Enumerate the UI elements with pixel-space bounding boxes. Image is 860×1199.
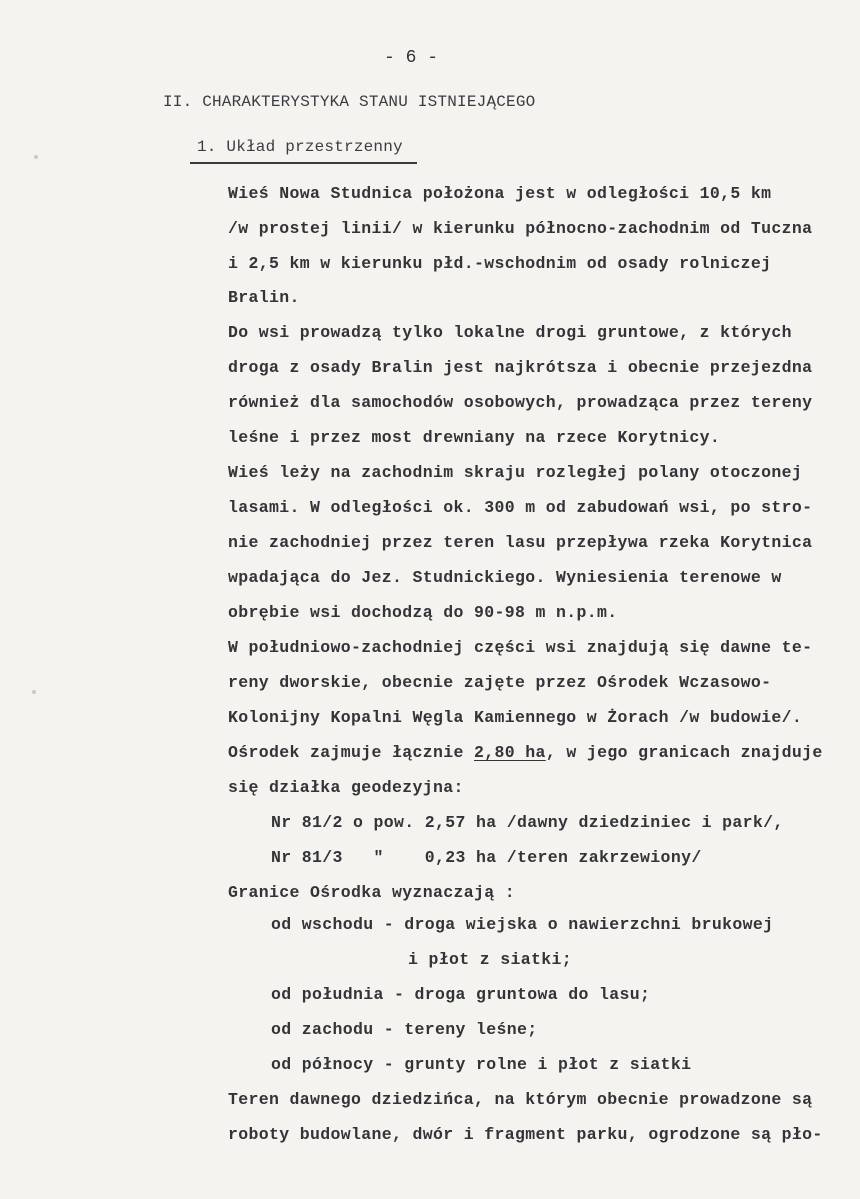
- text-line: wpadająca do Jez. Studnickiego. Wyniesienia terenowe w: [228, 568, 782, 587]
- text-line: Wieś leży na zachodnim skraju rozległej polany otoczonej: [228, 463, 803, 482]
- text-line: droga z osady Bralin jest najkrótsza i obecnie przejezdna: [228, 358, 813, 377]
- section-title: 1. Układ przestrzenny: [197, 138, 403, 156]
- text-line: od południa - droga gruntowa do lasu;: [271, 985, 651, 1004]
- text-line: obrębie wsi dochodzą do 90-98 m n.p.m.: [228, 603, 618, 622]
- text-line: W południowo-zachodniej części wsi znajdują się dawne te-: [228, 638, 813, 657]
- area-text-before: Ośrodek zajmuje łącznie: [228, 743, 475, 762]
- text-line: lasami. W odległości ok. 300 m od zabudowań wsi, po stro-: [228, 498, 813, 517]
- text-line: Bralin.: [228, 288, 300, 307]
- text-line: Do wsi prowadzą tylko lokalne drogi gruntowe, z których: [228, 323, 792, 342]
- section-title-underline: [190, 162, 417, 164]
- text-line-area: [228, 743, 823, 762]
- text-line: /w prostej linii/ w kierunku północno-zachodnim od Tuczna: [228, 219, 813, 238]
- text-line: Wieś Nowa Studnica położona jest w odległości 10,5 km: [228, 184, 772, 203]
- paper-speck: [34, 155, 38, 159]
- text-line: Kolonijny Kopalni Węgla Kamiennego w Żorach /w budowie/.: [228, 708, 803, 727]
- text-line: i płot z siatki;: [408, 950, 573, 969]
- text-line: Nr 81/3 " 0,23 ha /teren zakrzewiony/: [271, 848, 702, 867]
- text-line: od zachodu - tereny leśne;: [271, 1020, 538, 1039]
- paper-speck: [32, 690, 36, 694]
- text-line: od północy - grunty rolne i płot z siatki: [271, 1055, 692, 1074]
- text-line: również dla samochodów osobowych, prowadząca przez tereny: [228, 393, 813, 412]
- text-line: reny dworskie, obecnie zajęte przez Ośrodek Wczasowo-: [228, 673, 772, 692]
- text-line: Nr 81/2 o pow. 2,57 ha /dawny dziedziniec i park/,: [271, 813, 784, 832]
- page-number: - 6 -: [384, 48, 439, 68]
- text-line: leśne i przez most drewniany na rzece Korytnicy.: [228, 428, 721, 447]
- text-line: się działka geodezyjna:: [228, 778, 464, 797]
- chapter-title: II. CHARAKTERYSTYKA STANU ISTNIEJĄCEGO: [163, 93, 536, 111]
- area-text-after: , w jego granicach znajduje: [545, 743, 823, 762]
- text-line: Granice Ośrodka wyznaczają :: [228, 883, 516, 902]
- area-value-underlined: 2,80 ha: [474, 743, 546, 762]
- text-line: od wschodu - droga wiejska o nawierzchni brukowej: [271, 915, 774, 934]
- text-line: Teren dawnego dziedzińca, na którym obecnie prowadzone są: [228, 1090, 813, 1109]
- text-line: nie zachodniej przez teren lasu przepływa rzeka Korytnica: [228, 533, 813, 552]
- text-line: roboty budowlane, dwór i fragment parku, ogrodzone są pło-: [228, 1125, 823, 1144]
- text-line: i 2,5 km w kierunku płd.-wschodnim od osady rolniczej: [228, 254, 772, 273]
